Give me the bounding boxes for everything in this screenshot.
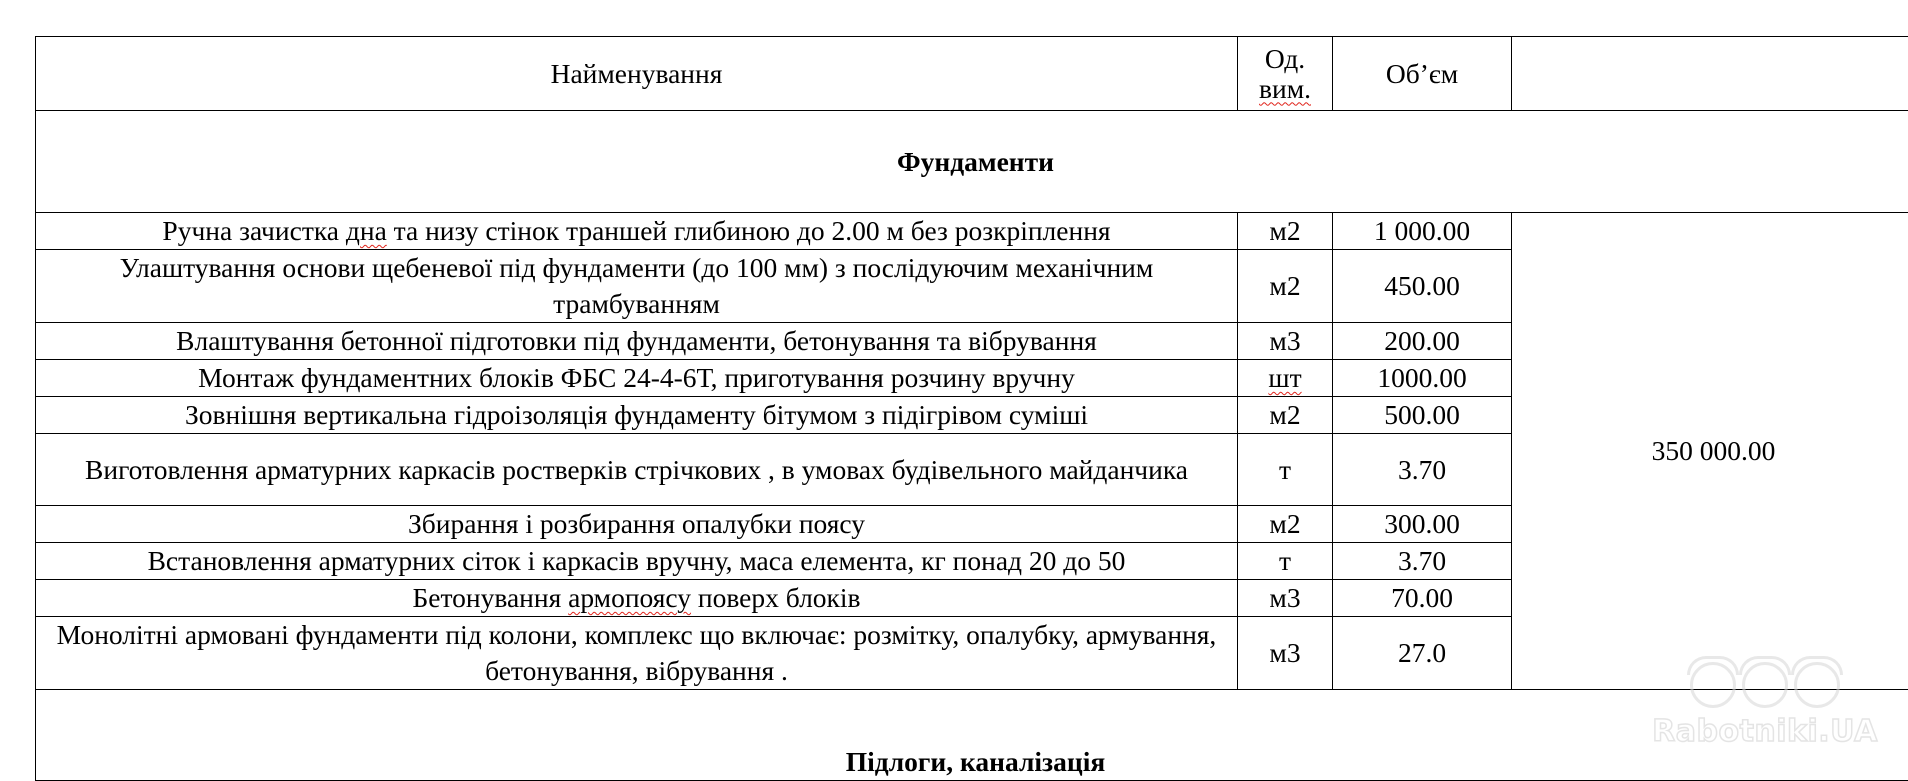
row-unit: т [1238, 543, 1333, 580]
row-unit: шт [1238, 360, 1333, 397]
row-unit: т [1238, 434, 1333, 506]
header-name: Найменування [36, 37, 1238, 111]
section-row [36, 690, 1908, 781]
row-volume: 450.00 [1333, 250, 1512, 323]
row-volume: 3.70 [1333, 434, 1512, 506]
row-name: Збирання і розбирання опалубки поясу [36, 506, 1238, 543]
row-name: Монтаж фундаментних блоків ФБС 24-4-6Т, приготування розчину вручну [36, 360, 1238, 397]
row-name: Ручна зачистка дна та низу стінок траншей глибиною до 2.00 м без розкріплення [36, 213, 1238, 250]
watermark [1650, 662, 1880, 749]
row-unit: м2 [1238, 213, 1333, 250]
header-sum [1512, 37, 1908, 111]
row-name: Влаштування бетонної підготовки під фундаменти, бетонування та вібрування [36, 323, 1238, 360]
row-name: Бетонування армопоясу поверх блоків [36, 580, 1238, 617]
row-volume: 300.00 [1333, 506, 1512, 543]
header-volume: Об’єм [1333, 37, 1512, 111]
row-unit: м2 [1238, 506, 1333, 543]
row-name: Виготовлення арматурних каркасів ростверків стрічкових , в умовах будівельного майданчика [36, 434, 1238, 506]
header-row [36, 37, 1908, 111]
row-volume: 1 000.00 [1333, 213, 1512, 250]
row-volume: 200.00 [1333, 323, 1512, 360]
row-volume: 70.00 [1333, 580, 1512, 617]
works-table [35, 36, 1908, 781]
watermark-text: Rabotniki.UA [1650, 714, 1880, 749]
row-name: Зовнішня вертикальна гідроізоляція фундаменту бітумом з підігрівом суміші [36, 397, 1238, 434]
row-name: Монолітні армовані фундаменти під колони, комплекс що включає: розмітку, опалубку, армування, бетонування, вібрування . [36, 617, 1238, 690]
row-unit: м3 [1238, 323, 1333, 360]
row-name: Улаштування основи щебеневої під фундаменти (до 100 мм) з послідуючим механічним трамбуванням [36, 250, 1238, 323]
watermark-workers-icon [1650, 662, 1880, 708]
row-volume: 27.0 [1333, 617, 1512, 690]
row-unit: м3 [1238, 580, 1333, 617]
header-unit: Од. вим. [1238, 37, 1333, 111]
row-volume: 1000.00 [1333, 360, 1512, 397]
table-row [36, 213, 1908, 250]
row-unit: м3 [1238, 617, 1333, 690]
total-sum: 350 000.00 [1512, 213, 1908, 690]
row-unit: м2 [1238, 250, 1333, 323]
section-title-floors: Підлоги, каналізація [36, 690, 1908, 781]
row-name: Встановлення арматурних сіток і каркасів вручну, маса елемента, кг понад 20 до 50 [36, 543, 1238, 580]
section-title-foundations: Фундаменти [36, 111, 1908, 213]
row-volume: 3.70 [1333, 543, 1512, 580]
row-unit: м2 [1238, 397, 1333, 434]
section-row [36, 111, 1908, 213]
row-volume: 500.00 [1333, 397, 1512, 434]
